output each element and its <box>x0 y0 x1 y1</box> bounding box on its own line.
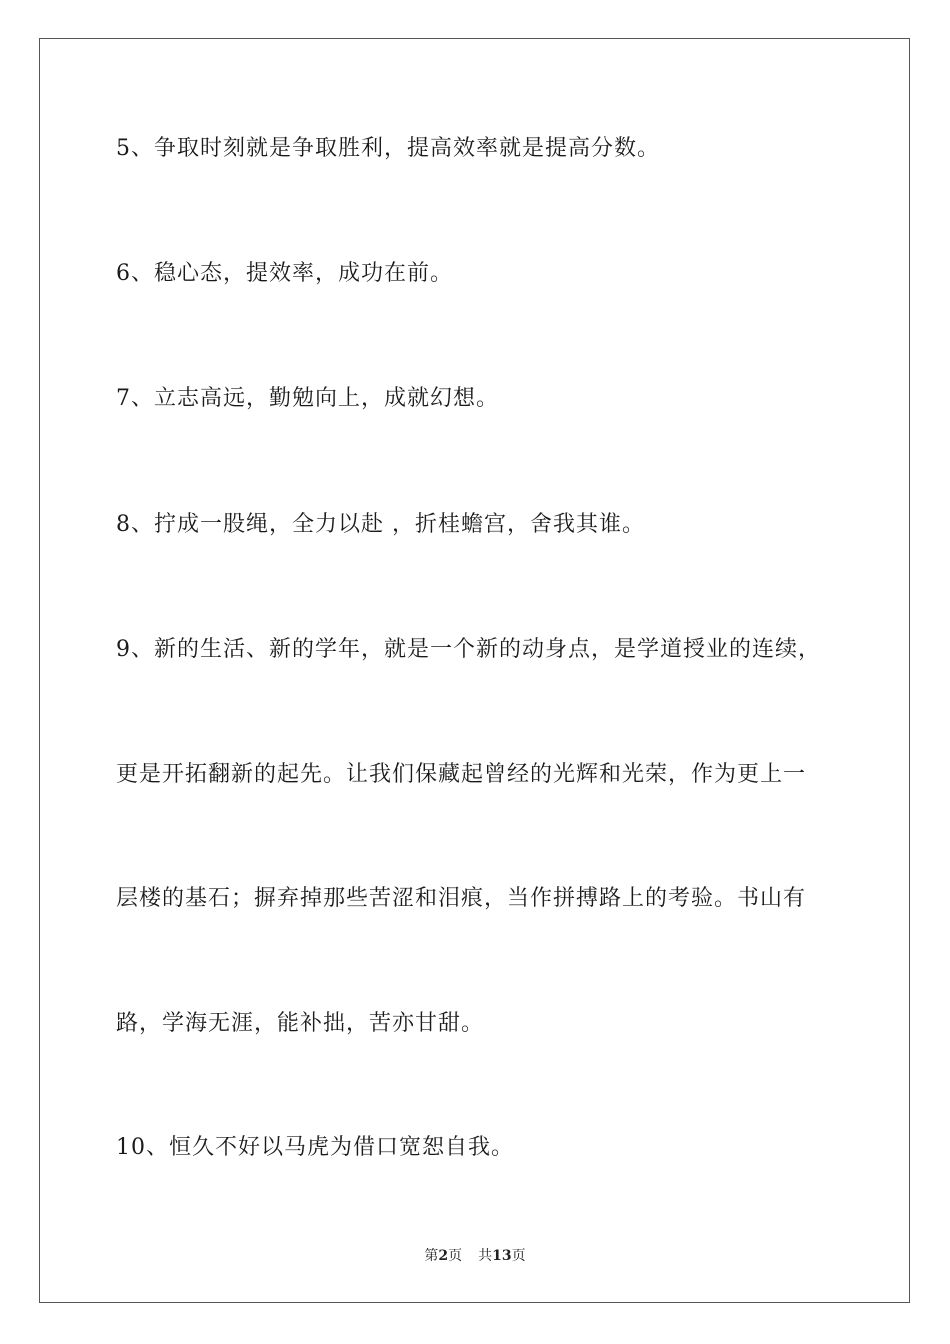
page-border <box>39 38 910 1303</box>
total-suffix: 页 <box>511 1248 526 1264</box>
text-line-7: 7、立志高远，勤勉向上，成就幻想。 <box>116 386 499 411</box>
text-line-8: 8、拧成一股绳，全力以赴 ，折桂蟾宫，舍我其谁。 <box>116 512 645 537</box>
total-prefix: 共 <box>478 1248 493 1264</box>
page-prefix: 第 <box>424 1248 439 1264</box>
text-line-9a: 9、新的生活、新的学年，就是一个新的动身点，是学道授业的连续， <box>116 637 821 662</box>
text-line-5: 5、争取时刻就是争取胜利，提高效率就是提高分数。 <box>116 136 660 161</box>
text-line-10: 10、恒久不好以马虎为借口宽恕自我。 <box>116 1135 514 1160</box>
total-pages: 13 <box>492 1248 512 1264</box>
page-suffix: 页 <box>448 1248 463 1264</box>
page-footer <box>0 1246 950 1266</box>
text-line-9d: 路，学海无涯，能补拙，苦亦甘甜。 <box>116 1011 485 1036</box>
page-number: 2 <box>438 1248 449 1264</box>
text-line-6: 6、稳心态，提效率，成功在前。 <box>116 261 453 286</box>
text-line-9b: 更是开拓翻新的起先。让我们保藏起曾经的光辉和光荣，作为更上一 <box>116 762 807 787</box>
text-line-9c: 层楼的基石；摒弃掉那些苦涩和泪痕，当作拼搏路上的考验。书山有 <box>116 886 807 911</box>
